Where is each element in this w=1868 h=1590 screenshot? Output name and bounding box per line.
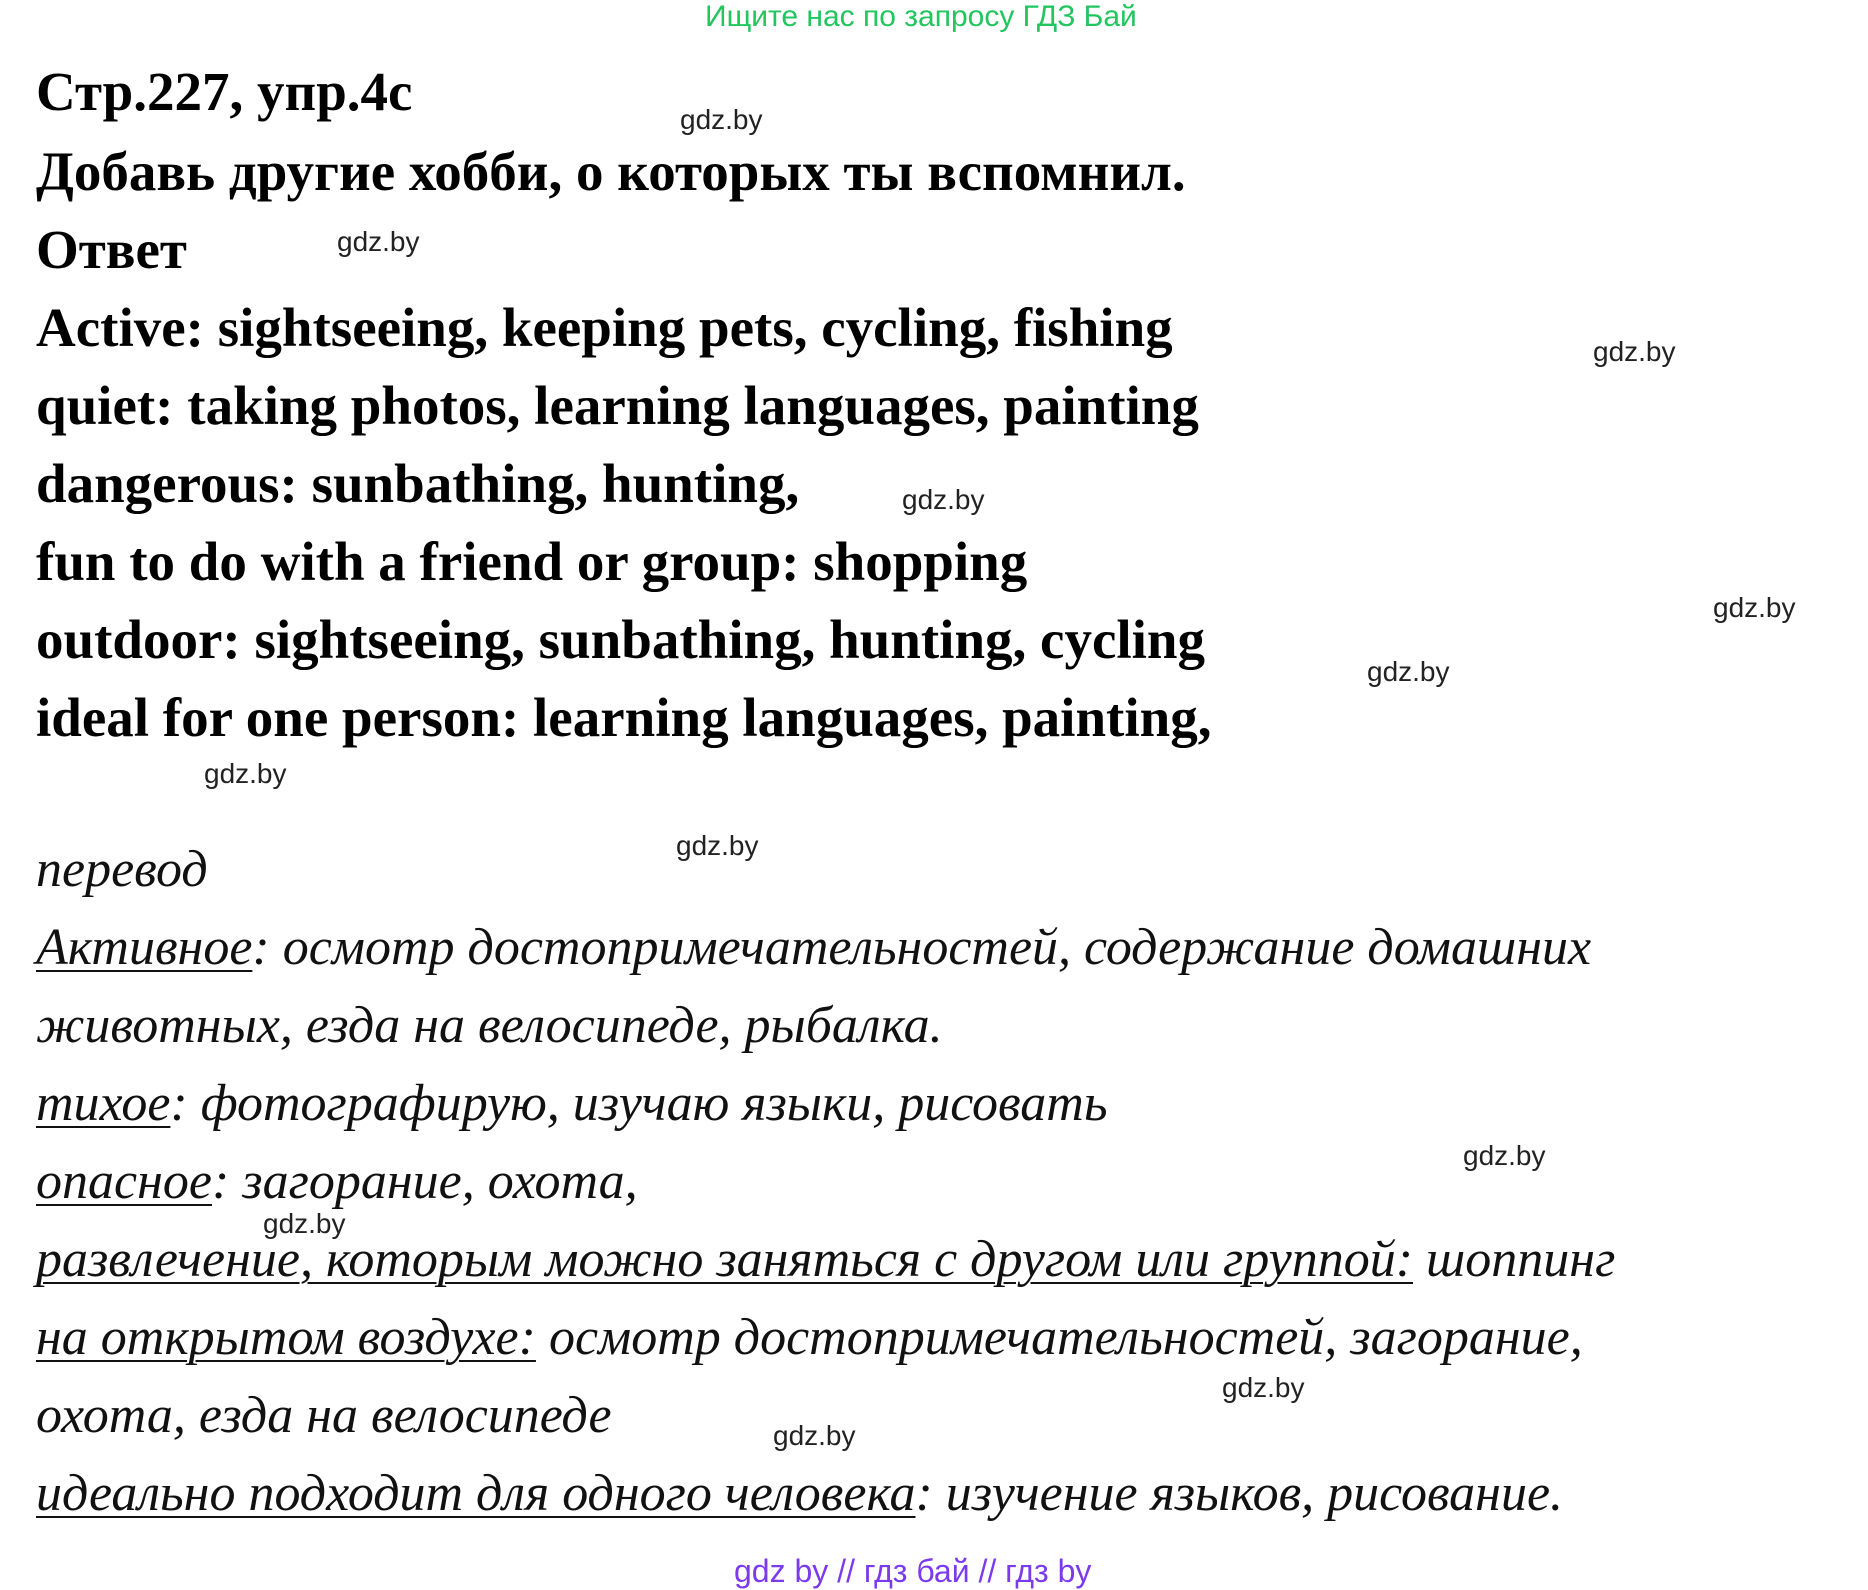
banner-text: Ищите нас по запросу ГДЗ Бай <box>705 0 1137 33</box>
watermark: gdz.by <box>1222 1372 1305 1403</box>
task-text: Добавь другие хобби, о которых ты вспомнил. <box>36 141 1186 202</box>
answer-line-quiet: quiet: taking photos, learning languages, painting <box>36 375 1199 436</box>
page-title: Стр.227, упр.4с <box>36 61 413 122</box>
watermark: gdz.by <box>263 1208 346 1239</box>
watermark: gdz.by <box>204 758 287 789</box>
translation-key: Активное <box>36 919 253 976</box>
translation-line <box>36 1152 638 1211</box>
translation-key: опасное <box>36 1153 212 1210</box>
translation-rest: шоппинг <box>1413 1231 1616 1288</box>
watermark: gdz.by <box>773 1420 856 1451</box>
watermark: gdz.by <box>902 484 985 515</box>
answer-line-active: Active: sightseeing, keeping pets, cycling, fishing <box>36 297 1173 358</box>
translation-line <box>36 1074 1108 1133</box>
translation-line <box>36 1464 1563 1523</box>
watermark: gdz.by <box>680 104 763 135</box>
translation-rest: : загорание, охота, <box>211 1153 638 1210</box>
translation-label: перевод <box>36 841 208 898</box>
translation-key: развлечение, которым можно заняться с другом или группой: <box>36 1231 1414 1288</box>
answer-line-fun: fun to do with a friend or group: shopping <box>36 531 1028 592</box>
footer-text: gdz by // гдз бай // гдз by <box>734 1553 1092 1589</box>
watermark: gdz.by <box>1463 1140 1546 1171</box>
watermark: gdz.by <box>1713 592 1796 623</box>
translation-key: идеально подходит для одного человека <box>36 1465 916 1522</box>
watermark: gdz.by <box>1593 336 1676 367</box>
translation-key: тихое <box>36 1075 171 1132</box>
answer-line-ideal: ideal for one person: learning languages, painting, <box>36 687 1212 748</box>
translation-line <box>36 918 1591 977</box>
translation-line <box>36 1386 612 1445</box>
watermark: gdz.by <box>337 226 420 257</box>
translation-rest: осмотр достопримечательностей, загорание, <box>535 1309 1583 1366</box>
translation-rest: животных, езда на велосипеде, рыбалка. <box>36 997 943 1054</box>
translation-rest: охота, езда на велосипеде <box>36 1387 612 1444</box>
answer-line-outdoor: outdoor: sightseeing, sunbathing, hunting, cycling <box>36 609 1206 670</box>
answer-label: Ответ <box>36 219 187 280</box>
translation-line <box>36 1308 1583 1367</box>
translation-rest: : фотографирую, изучаю языки, рисовать <box>170 1075 1108 1132</box>
watermark: gdz.by <box>676 830 759 861</box>
translation-key: на открытом воздухе: <box>36 1309 536 1366</box>
translation-line <box>36 996 943 1055</box>
answer-line-dangerous: dangerous: sunbathing, hunting, <box>36 453 800 514</box>
translation-rest: : осмотр достопримечательностей, содержание домашних <box>252 919 1592 976</box>
translation-rest: : изучение языков, рисование. <box>915 1465 1564 1522</box>
watermark: gdz.by <box>1367 656 1450 687</box>
